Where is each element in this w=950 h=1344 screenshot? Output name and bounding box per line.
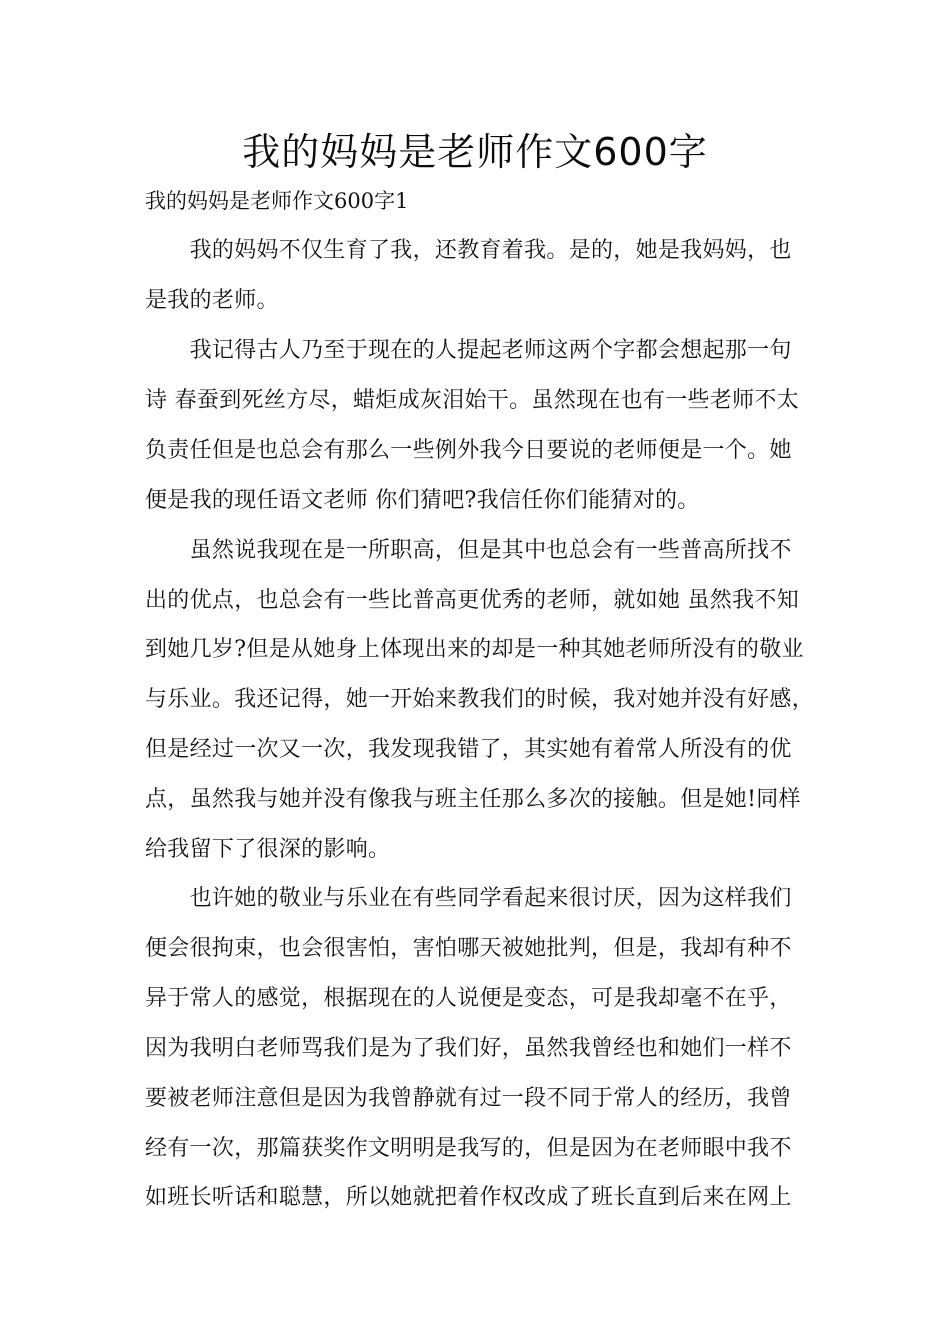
paragraph-line: 给我留下了很深的影响。 (145, 837, 391, 862)
paragraph-line: 到她几岁?但是从她身上体现出来的却是一种其她老师所没有的敬业 (145, 637, 804, 662)
paragraph-line: 但是经过一次又一次，我发现我错了，其实她有着常人所没有的优 (145, 737, 792, 762)
paragraph-line: 便会很拘束，也会很害怕，害怕哪天被她批判，但是，我却有种不 (145, 936, 792, 961)
paragraph-line: 因为我明白老师骂我们是为了我们好，虽然我曾经也和她们一样不 (145, 1036, 792, 1061)
paragraph-line: 要被老师注意但是因为我曾静就有过一段不同于常人的经历，我曾 (145, 1086, 792, 1111)
document-subtitle: 我的妈妈是老师作文600字1 (145, 189, 409, 213)
paragraph-line: 我记得古人乃至于现在的人提起老师这两个字都会想起那一句 (145, 338, 792, 363)
paragraph-line: 我的妈妈不仅生育了我，还教育着我。是的，她是我妈妈，也 (145, 238, 792, 263)
paragraph-line: 也许她的敬业与乐业在有些同学看起来很讨厌，因为这样我们 (145, 886, 792, 911)
paragraph-line: 异于常人的感觉，根据现在的人说便是变态，可是我却毫不在乎， (145, 986, 792, 1011)
paragraph-line: 诗 春蚕到死丝方尽，蜡炬成灰泪始干。虽然现在也有一些老师不太 (145, 388, 799, 413)
paragraph-line: 负责任但是也总会有那么一些例外我今日要说的老师便是一个。她 (145, 438, 792, 463)
paragraph-line: 如班长听话和聪慧，所以她就把着作权改成了班长直到后来在网上 (145, 1185, 792, 1210)
paragraph-line: 出的优点，也总会有一些比普高更优秀的老师，就如她 虽然我不知 (145, 588, 799, 613)
paragraph-line: 虽然说我现在是一所职高，但是其中也总会有一些普高所找不 (145, 538, 792, 563)
paragraph-line: 点，虽然我与她并没有像我与班主任那么多次的接触。但是她!同样 (145, 787, 801, 812)
document-title: 我的妈妈是老师作文600字 (242, 130, 708, 174)
paragraph-line: 便是我的现任语文老师 你们猜吧?我信任你们能猜对的。 (145, 488, 700, 513)
paragraph-line: 与乐业。我还记得，她一开始来教我们的时候，我对她并没有好感， (145, 687, 815, 712)
paragraph-line: 是我的老师。 (145, 288, 279, 313)
paragraph-line: 经有一次，那篇获奖作文明明是我写的，但是因为在老师眼中我不 (145, 1136, 792, 1161)
